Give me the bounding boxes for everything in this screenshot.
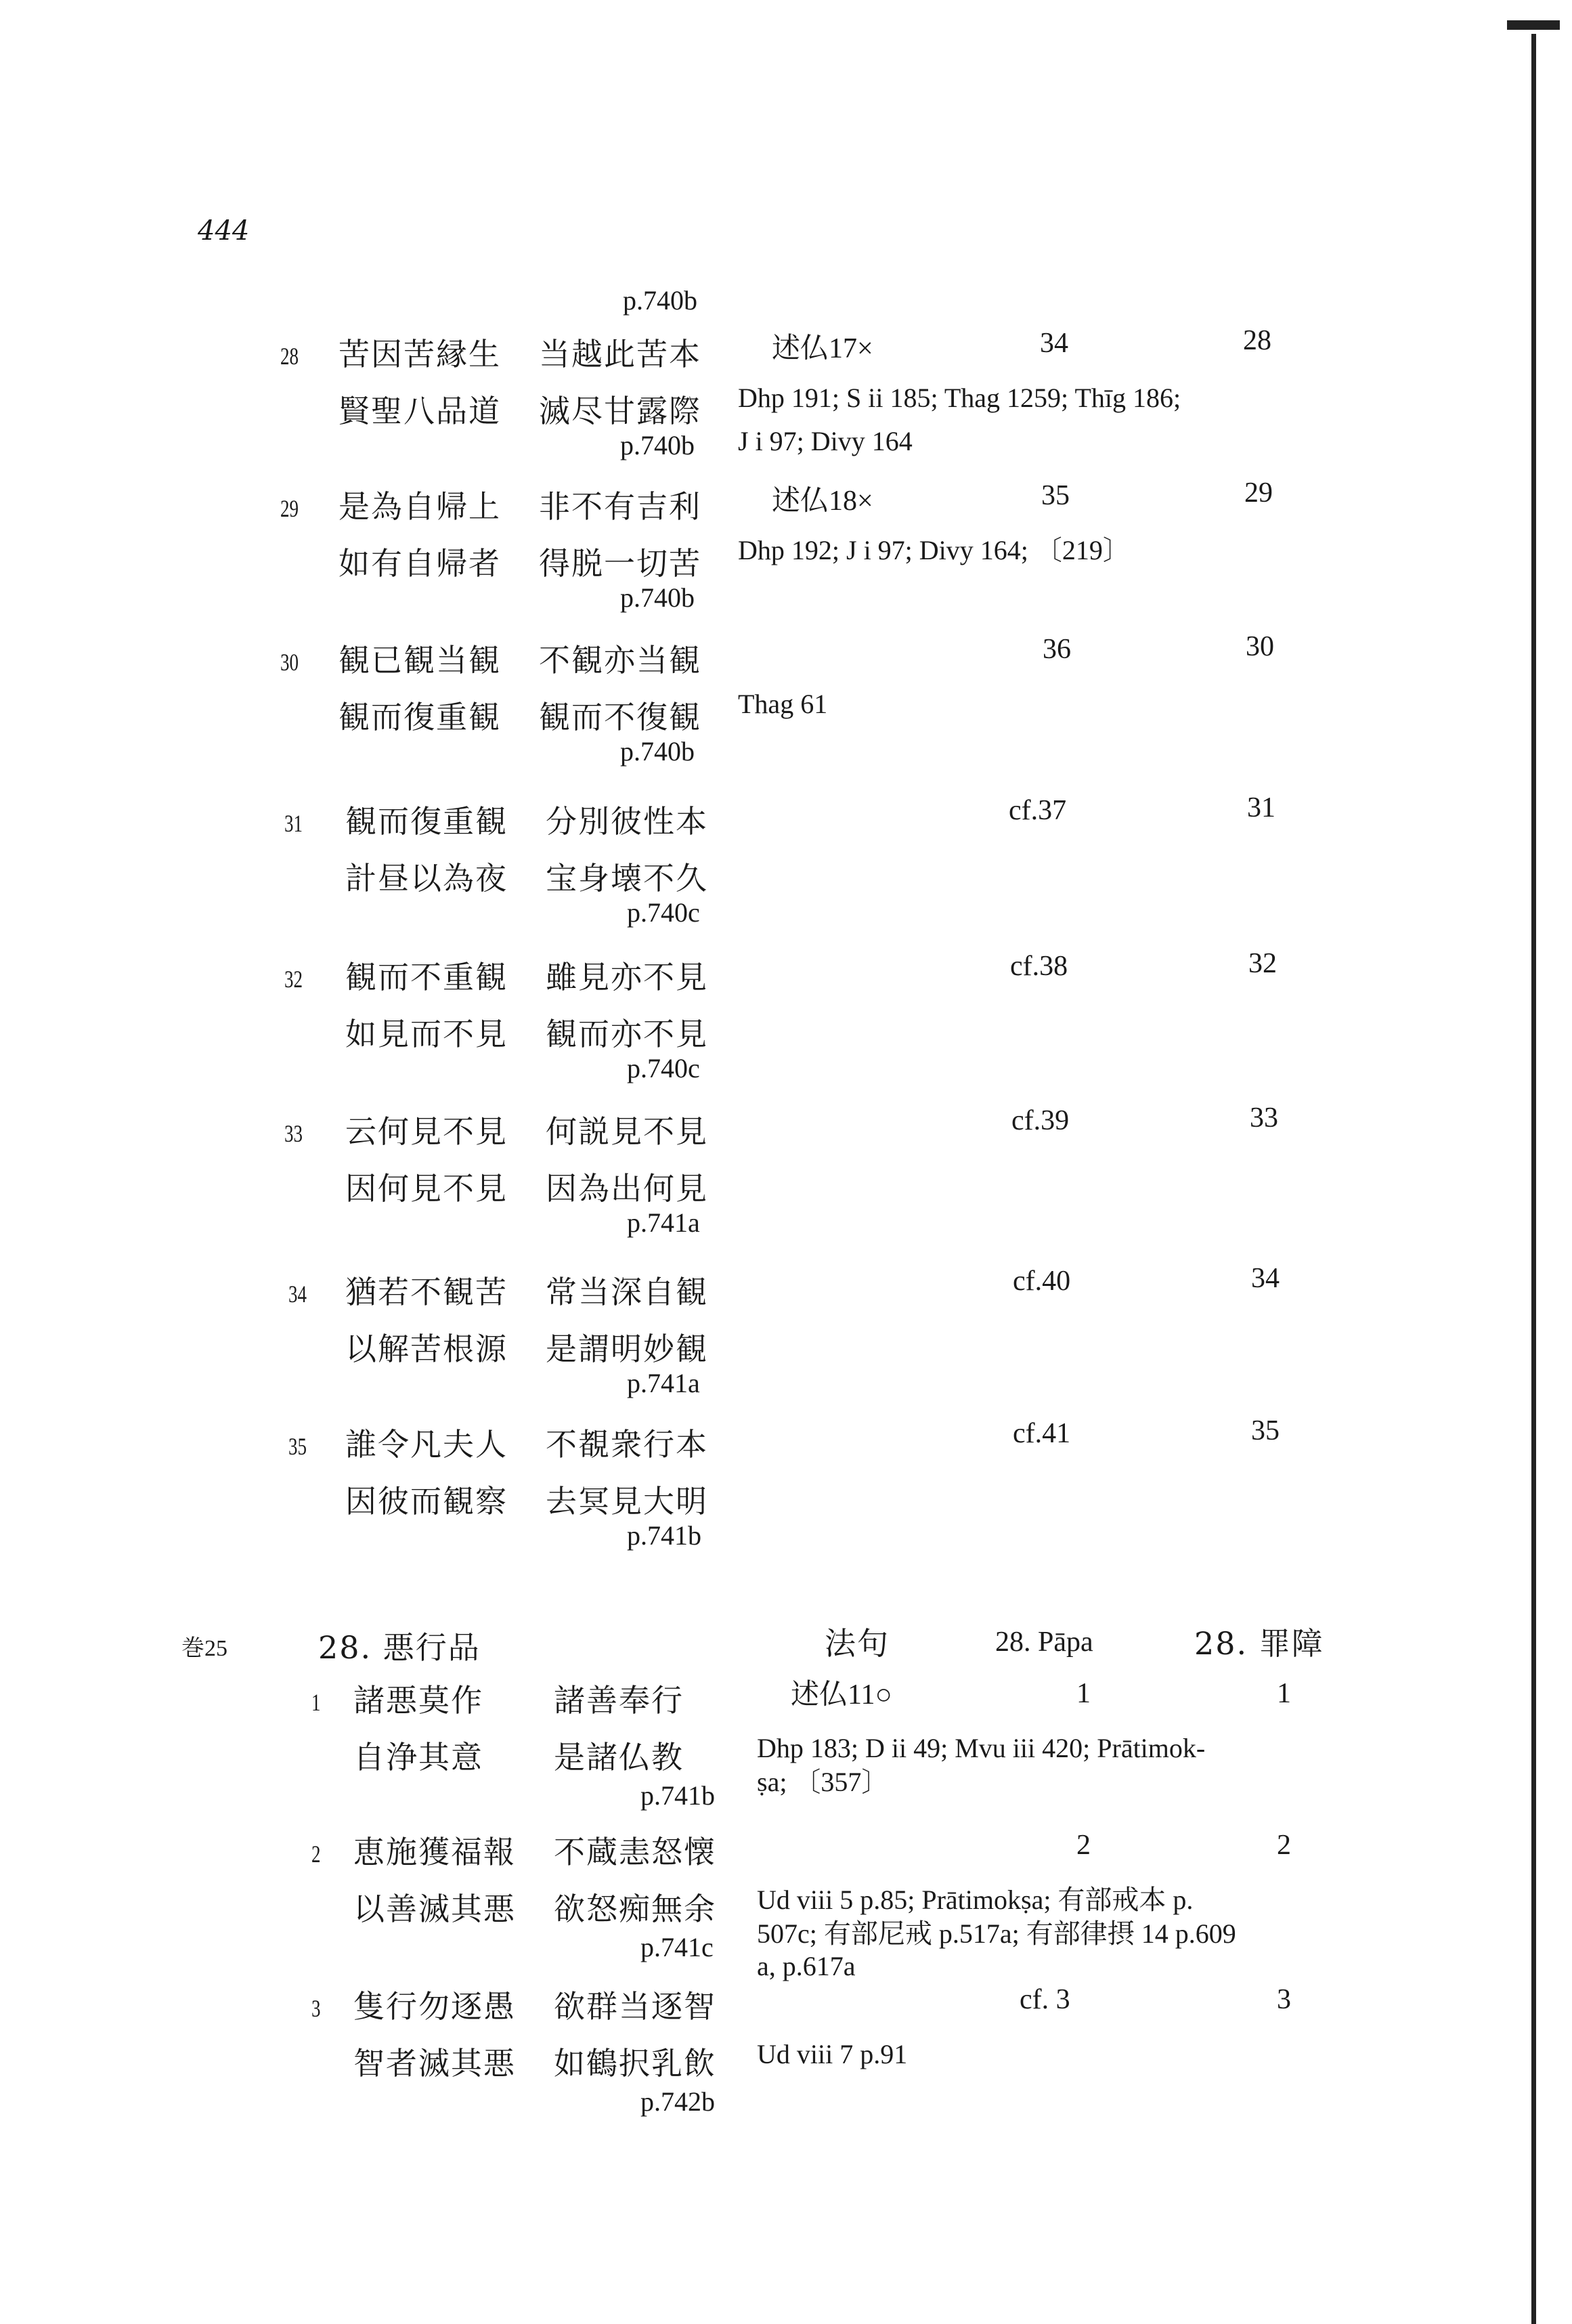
- verse-line-2a: 因彼而観察: [345, 1483, 508, 1520]
- taisho-ref: p.742b: [640, 2086, 715, 2117]
- verse-number: 32: [284, 966, 303, 993]
- verse-line-1b: 当越此苦本: [539, 336, 701, 372]
- verse-line-2a: 計昼以為夜: [345, 860, 508, 897]
- col-tibetan-no: 2: [1277, 1830, 1291, 1861]
- taisho-ref: p.740b: [620, 736, 695, 767]
- taisho-ref: p.740b: [620, 582, 695, 613]
- verse-line-2a: 如有自帰者: [339, 545, 501, 582]
- parallels: Dhp 183; D ii 49; Mvu iii 420; Prātimok-: [757, 1733, 1206, 1763]
- verse-line-1a: 云何見不見: [345, 1113, 508, 1150]
- verse-number: 29: [280, 495, 299, 522]
- col-dhammapada-no: 35: [1041, 480, 1070, 511]
- col-tibetan-no: 34: [1251, 1263, 1280, 1294]
- verse-line-1b: 常当深自観: [546, 1274, 708, 1310]
- col-tibetan-no: 3: [1277, 1984, 1291, 2015]
- verse-line-2a: 自浄其意: [353, 1739, 483, 1776]
- verse-line-2a: 智者滅其悪: [353, 2045, 516, 2082]
- verse-line-1a: 隻行勿逐愚: [353, 1988, 516, 2025]
- verse-line-1a: 観而復重観: [345, 803, 508, 840]
- verse-line-2b: 如鶴択乳飲: [554, 2045, 716, 2082]
- taisho-ref: p.740c: [627, 1053, 700, 1083]
- col-tibetan-no: 35: [1251, 1415, 1280, 1446]
- taisho-ref: p.740b: [620, 430, 695, 460]
- verse-line-1b: 不蔵恚怒懐: [554, 1834, 716, 1870]
- col-tibetan-no: 30: [1246, 631, 1274, 662]
- verse-line-2a: 以解苦根源: [345, 1331, 508, 1367]
- parallels-cont: 507c; 有部尼戒 p.517a; 有部律摂 14 p.609: [757, 1918, 1236, 1949]
- verse-number: 1: [311, 1689, 321, 1716]
- verse-line-2a: 以善滅其悪: [353, 1891, 516, 1927]
- verse-number: 33: [284, 1120, 303, 1147]
- section-col2: 28. Pāpa: [995, 1627, 1093, 1658]
- verse-number: 31: [284, 810, 303, 837]
- verse-line-2b: 因為出何見: [546, 1170, 708, 1207]
- col-dhammapada-no: cf.38: [1010, 951, 1068, 982]
- col-dhammapada-no: cf.37: [1009, 795, 1067, 826]
- verse-line-1b: 諸善奉行: [554, 1682, 684, 1719]
- verse-line-2b: 是謂明妙観: [546, 1331, 708, 1367]
- col-tibetan-no: 33: [1250, 1102, 1278, 1134]
- verse-line-1a: 猶若不観苦: [345, 1274, 508, 1310]
- verse-line-1a: 恵施獲福報: [353, 1834, 516, 1870]
- taisho-ref: p.741a: [627, 1207, 700, 1238]
- col-tibetan-no: 1: [1277, 1678, 1291, 1709]
- verse-line-1b: 何説見不見: [546, 1113, 708, 1150]
- page-number: 444: [198, 215, 250, 246]
- verse-line-2a: 賢聖八品道: [339, 393, 501, 429]
- parallels: Dhp 191; S ii 185; Thag 1259; Thīg 186;: [738, 383, 1181, 413]
- binding-edge-line: [1531, 34, 1536, 2324]
- parallels: Ud viii 7 p.91: [757, 2039, 908, 2069]
- col-dhammapada-no: cf.39: [1011, 1105, 1070, 1136]
- taisho-ref: p.740c: [627, 897, 700, 928]
- top-page-ref: p.740b: [623, 285, 697, 316]
- col-dhammapada-no: 36: [1043, 634, 1071, 665]
- col-dhammapada-no: 34: [1040, 328, 1068, 359]
- verse-line-1b: 非不有吉利: [539, 488, 701, 525]
- col-shuhutsu: 述仏17×: [772, 333, 873, 364]
- verse-line-2b: 観而亦不見: [546, 1016, 708, 1052]
- verse-line-2a: 如見而不見: [345, 1016, 508, 1052]
- taisho-ref: p.741b: [640, 1780, 715, 1811]
- col-dhammapada-no: cf. 3: [1020, 1984, 1070, 2015]
- col-dhammapada-no: cf.40: [1013, 1266, 1071, 1297]
- verse-line-2a: 観而復重観: [339, 699, 501, 735]
- section-title: 28. 悪行品: [318, 1629, 481, 1666]
- verse-number: 35: [288, 1433, 307, 1460]
- col-tibetan-no: 31: [1247, 792, 1275, 823]
- verse-line-1b: 不観亦当観: [539, 642, 701, 679]
- verse-line-2b: 欲怒痴無余: [554, 1891, 716, 1927]
- verse-line-1a: 諸悪莫作: [353, 1682, 483, 1719]
- verse-line-2b: 観而不復観: [539, 699, 701, 735]
- verse-line-2b: 去冥見大明: [546, 1483, 708, 1520]
- col-dhammapada-no: 1: [1076, 1678, 1091, 1709]
- col-dhammapada-no: cf.41: [1013, 1418, 1071, 1449]
- verse-number: 2: [311, 1841, 321, 1868]
- verse-number: 30: [280, 649, 299, 676]
- verse-line-1a: 苦因苦縁生: [339, 336, 501, 372]
- verse-line-1b: 不覩衆行本: [546, 1426, 708, 1463]
- section-col3: 28. 罪障: [1194, 1625, 1324, 1662]
- taisho-ref: p.741b: [627, 1520, 701, 1551]
- col-shuhutsu: 述仏11○: [791, 1679, 892, 1710]
- verse-line-2b: 是諸仏教: [554, 1739, 684, 1776]
- verse-line-1a: 是為自帰上: [339, 488, 501, 525]
- volume-label: 巻25: [181, 1636, 227, 1661]
- col-shuhutsu: 述仏18×: [772, 486, 873, 517]
- verse-line-2a: 因何見不見: [345, 1170, 508, 1207]
- parallels-cont: ṣa; 〔357〕: [757, 1767, 889, 1797]
- verse-line-1a: 観而不重観: [345, 959, 508, 995]
- verse-number: 3: [311, 1995, 321, 2022]
- verse-line-1b: 欲群当逐智: [554, 1988, 716, 2025]
- verse-line-1b: 雖見亦不見: [546, 959, 708, 995]
- parallels: Ud viii 5 p.85; Prātimokṣa; 有部戒本 p.: [757, 1885, 1194, 1915]
- parallels: Dhp 192; J i 97; Divy 164; 〔219〕: [738, 535, 1130, 565]
- binding-edge-top: [1507, 20, 1560, 30]
- col-dhammapada-no: 2: [1076, 1830, 1091, 1861]
- verse-line-2b: 得脱一切苦: [539, 545, 701, 582]
- parallels-cont: J i 97; Divy 164: [738, 426, 913, 456]
- parallels: Thag 61: [738, 689, 828, 719]
- verse-line-1a: 観已観当観: [339, 642, 501, 679]
- parallels-cont-2: a, p.617a: [757, 1951, 856, 1981]
- col-tibetan-no: 28: [1243, 325, 1271, 356]
- taisho-ref: p.741a: [627, 1368, 700, 1398]
- verse-line-2b: 滅尽甘露際: [539, 393, 701, 429]
- col-tibetan-no: 32: [1248, 948, 1277, 979]
- taisho-ref: p.741c: [640, 1932, 714, 1962]
- verse-line-1a: 誰令凡夫人: [345, 1426, 508, 1463]
- col-tibetan-no: 29: [1244, 477, 1273, 509]
- verse-line-1b: 分別彼性本: [546, 803, 708, 840]
- section-col1: 法句: [825, 1625, 890, 1662]
- verse-number: 34: [288, 1281, 307, 1308]
- verse-number: 28: [280, 343, 299, 370]
- verse-line-2b: 宝身壊不久: [546, 860, 708, 897]
